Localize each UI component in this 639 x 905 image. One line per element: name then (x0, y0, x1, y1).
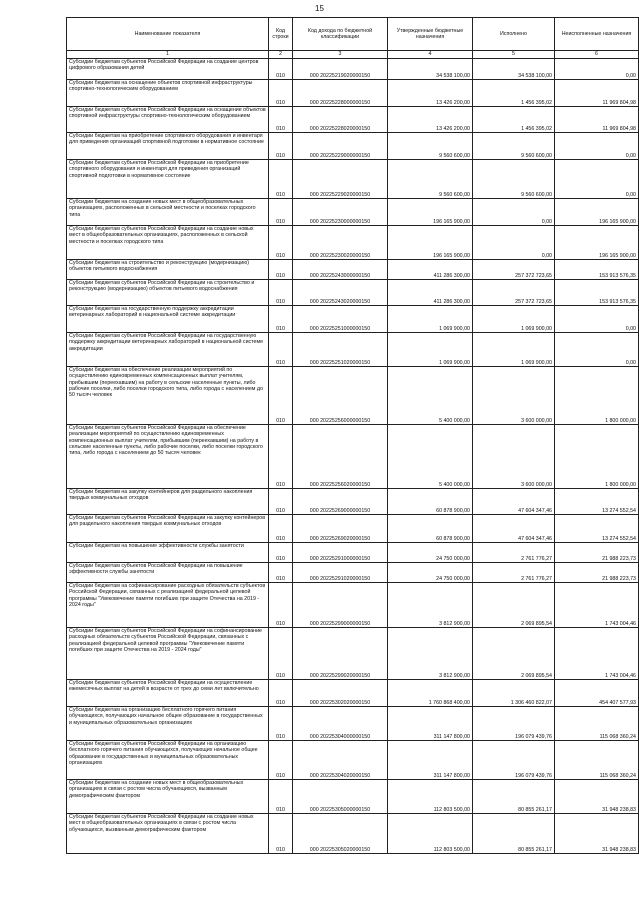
row-executed: 1 306 460 822,07 (473, 680, 555, 707)
row-approved: 1 069 900,00 (388, 333, 473, 367)
row-line-code: 010 (269, 515, 293, 543)
column-number: 1 (67, 51, 269, 59)
row-line-code: 010 (269, 707, 293, 741)
row-unexecuted: 11 969 804,98 (555, 80, 639, 107)
row-unexecuted: 115 068 360,24 (555, 741, 639, 780)
row-budget-code: 000 20225269000000150 (293, 489, 388, 515)
row-line-code: 010 (269, 780, 293, 814)
table-row (67, 107, 639, 133)
row-budget-code: 000 20225230020000150 (293, 226, 388, 260)
row-approved: 112 803 500,00 (388, 780, 473, 814)
row-executed: 1 069 900,00 (473, 306, 555, 333)
row-approved: 311 147 800,00 (388, 741, 473, 780)
row-unexecuted: 0,00 (555, 306, 639, 333)
row-executed: 2 069 895,54 (473, 583, 555, 628)
table-row (67, 680, 639, 707)
row-line-code: 010 (269, 425, 293, 489)
row-executed: 9 560 600,00 (473, 133, 555, 160)
row-name: Субсидии бюджетам субъектов Российской Федерации на создание новых мест в общеобразовательных организациях, расположенных в сельской местности и поселках городского типа (67, 226, 269, 260)
row-approved: 1 069 900,00 (388, 306, 473, 333)
row-executed: 2 761 776,27 (473, 543, 555, 563)
row-executed: 34 538 100,00 (473, 59, 555, 80)
row-approved: 196 165 900,00 (388, 199, 473, 226)
row-name: Субсидии бюджетам субъектов Российской Федерации на приобретение спортивного оборудования и инвентаря для приведения организаций спортивной подготовки в нормативное состояние (67, 160, 269, 199)
row-unexecuted: 196 165 900,00 (555, 199, 639, 226)
row-budget-code: 000 20225291020000150 (293, 563, 388, 583)
table-row (67, 707, 639, 741)
row-budget-code: 000 20225230000000150 (293, 199, 388, 226)
table-row (67, 80, 639, 107)
row-budget-code: 000 20225269020000150 (293, 515, 388, 543)
table-row (67, 367, 639, 425)
row-executed: 80 855 261,17 (473, 814, 555, 854)
row-unexecuted: 115 068 360,24 (555, 707, 639, 741)
row-executed: 196 079 439,76 (473, 741, 555, 780)
row-name: Субсидии бюджетам субъектов Российской Федерации на осуществление ежемесячных выплат на детей в возрасте от трех до семи лет включительно (67, 680, 269, 707)
row-unexecuted: 11 969 804,98 (555, 107, 639, 133)
row-approved: 411 286 300,00 (388, 260, 473, 280)
row-line-code: 010 (269, 107, 293, 133)
row-name: Субсидии бюджетам субъектов Российской Федерации на строительство и реконструкцию (модернизацию) объектов питьевого водоснабжения (67, 280, 269, 306)
row-executed: 257 372 723,65 (473, 260, 555, 280)
row-unexecuted: 1 800 000,00 (555, 367, 639, 425)
table-row (67, 563, 639, 583)
header-executed: Исполнено (473, 18, 555, 51)
row-approved: 311 147 800,00 (388, 707, 473, 741)
row-unexecuted: 31 948 238,83 (555, 780, 639, 814)
row-name: Субсидии бюджетам субъектов Российской Федерации на создание новых мест в общеобразовательных организациях в связи с ростом числа обучающихся, вызванным демографическим фактором (67, 814, 269, 854)
row-line-code: 010 (269, 741, 293, 780)
row-budget-code: 000 20225305020000150 (293, 814, 388, 854)
row-budget-code: 000 20225256000000150 (293, 367, 388, 425)
row-approved: 60 878 900,00 (388, 489, 473, 515)
row-executed: 47 604 347,46 (473, 515, 555, 543)
row-approved: 13 426 200,00 (388, 80, 473, 107)
table-row (67, 306, 639, 333)
row-budget-code: 000 20225243020000150 (293, 280, 388, 306)
row-approved: 3 812 900,00 (388, 628, 473, 680)
row-line-code: 010 (269, 489, 293, 515)
table-row (67, 199, 639, 226)
row-name: Субсидии бюджетам на организацию бесплатного горячего питания обучающихся, получающих начальное общее образование в государственных и муниципальных образовательных организациях (67, 707, 269, 741)
row-name: Субсидии бюджетам на создание новых мест в общеобразовательных организациях в связи с ростом числа обучающихся, вызванным демографическим фактором (67, 780, 269, 814)
row-budget-code: 000 20225299000000150 (293, 583, 388, 628)
row-unexecuted: 153 913 576,35 (555, 260, 639, 280)
row-name: Субсидии бюджетам на строительство и реконструкцию (модернизацию) объектов питьевого водоснабжения (67, 260, 269, 280)
table-row (67, 628, 639, 680)
row-executed: 1 069 900,00 (473, 333, 555, 367)
row-line-code: 010 (269, 133, 293, 160)
row-line-code: 010 (269, 226, 293, 260)
table-row (67, 780, 639, 814)
header-row (67, 18, 639, 51)
row-unexecuted: 454 407 577,93 (555, 680, 639, 707)
table-row (67, 260, 639, 280)
row-executed: 1 456 395,02 (473, 80, 555, 107)
row-name: Субсидии бюджетам субъектов Российской Федерации на государственную поддержку аккредитации ветеринарных лабораторий в национальной системе аккредитации (67, 333, 269, 367)
row-name: Субсидии бюджетам на софинансирование расходных обязательств субъектов Российской Федерации, связанных с реализацией федеральной целевой программы "Увековечение памяти погибших при защите Отечества на 2019 - 2024 годы" (67, 583, 269, 628)
row-approved: 9 560 600,00 (388, 133, 473, 160)
row-approved: 196 165 900,00 (388, 226, 473, 260)
row-executed: 2 761 776,27 (473, 563, 555, 583)
row-approved: 24 750 000,00 (388, 543, 473, 563)
row-budget-code: 000 20225243000000150 (293, 260, 388, 280)
row-name: Субсидии бюджетам субъектов Российской Федерации на обеспечение реализации мероприятий по осуществлению единовременных компенсационных выплат учителям, прибывшим (переехавшим) на работу в сельские населенные пункты, либо рабочие поселки, либо поселки городского типа, либо города с населением до 50 тысяч человек (67, 425, 269, 489)
row-name: Субсидии бюджетам субъектов Российской Федерации на создание центров цифрового образования детей (67, 59, 269, 80)
table-row (67, 543, 639, 563)
row-unexecuted: 21 988 223,73 (555, 543, 639, 563)
row-line-code: 010 (269, 333, 293, 367)
row-line-code: 010 (269, 260, 293, 280)
row-name: Субсидии бюджетам на повышение эффективности службы занятости (67, 543, 269, 563)
row-line-code: 010 (269, 814, 293, 854)
row-approved: 411 286 300,00 (388, 280, 473, 306)
page-number: 15 (315, 4, 324, 13)
revenue-table (66, 17, 639, 854)
row-approved: 60 878 900,00 (388, 515, 473, 543)
row-line-code: 010 (269, 160, 293, 199)
row-budget-code: 000 20225299020000150 (293, 628, 388, 680)
table-row (67, 425, 639, 489)
row-approved: 5 400 000,00 (388, 367, 473, 425)
table-row (67, 226, 639, 260)
row-line-code: 010 (269, 280, 293, 306)
row-executed: 3 600 000,00 (473, 425, 555, 489)
row-line-code: 010 (269, 543, 293, 563)
row-approved: 112 803 500,00 (388, 814, 473, 854)
column-number: 2 (269, 51, 293, 59)
column-number: 4 (388, 51, 473, 59)
row-executed: 257 372 723,65 (473, 280, 555, 306)
row-executed: 0,00 (473, 226, 555, 260)
row-unexecuted: 0,00 (555, 59, 639, 80)
row-executed: 9 560 600,00 (473, 160, 555, 199)
row-name: Субсидии бюджетам субъектов Российской Федерации на закупку контейнеров для раздельного накопления твердых коммунальных отходов (67, 515, 269, 543)
header-budget-code: Код дохода по бюджетной классификации (293, 18, 388, 51)
row-unexecuted: 196 165 900,00 (555, 226, 639, 260)
row-budget-code: 000 20225305000000150 (293, 780, 388, 814)
row-line-code: 010 (269, 306, 293, 333)
row-budget-code: 000 20225229020000150 (293, 160, 388, 199)
row-budget-code: 000 20225229000000150 (293, 133, 388, 160)
row-unexecuted: 13 274 552,54 (555, 515, 639, 543)
header-indicator-name: Наименование показателя (67, 18, 269, 51)
row-name: Субсидии бюджетам на создание новых мест в общеобразовательных организациях, расположенных в сельской местности и поселках городского типа (67, 199, 269, 226)
row-budget-code: 000 20225256020000150 (293, 425, 388, 489)
row-budget-code: 000 20225304000000150 (293, 707, 388, 741)
row-approved: 3 812 900,00 (388, 583, 473, 628)
row-executed: 2 069 895,54 (473, 628, 555, 680)
row-line-code: 010 (269, 367, 293, 425)
row-unexecuted: 13 274 552,54 (555, 489, 639, 515)
row-name: Субсидии бюджетам на закупку контейнеров для раздельного накопления твердых коммунальных отходов (67, 489, 269, 515)
row-executed: 0,00 (473, 199, 555, 226)
row-name: Субсидии бюджетам на обеспечение реализации мероприятий по осуществлению единовременных компенсационных выплат учителям, прибывшим (переехавшим) на работу в сельские населенные пункты, либо рабочие поселки, либо поселки городского типа, либо города с населением до 50 тысяч человек (67, 367, 269, 425)
row-approved: 13 426 200,00 (388, 107, 473, 133)
table-row (67, 814, 639, 854)
row-executed: 47 604 347,46 (473, 489, 555, 515)
row-name: Субсидии бюджетам на государственную поддержку аккредитации ветеринарных лабораторий в национальной системе аккредитации (67, 306, 269, 333)
row-unexecuted: 0,00 (555, 160, 639, 199)
table-row (67, 583, 639, 628)
row-unexecuted: 0,00 (555, 133, 639, 160)
row-executed: 1 456 395,02 (473, 107, 555, 133)
row-unexecuted: 31 948 238,83 (555, 814, 639, 854)
header-unexecuted: Неисполненные назначения (555, 18, 639, 51)
row-budget-code: 000 20225304020000150 (293, 741, 388, 780)
table-row (67, 280, 639, 306)
row-line-code: 010 (269, 680, 293, 707)
row-line-code: 010 (269, 80, 293, 107)
column-number: 3 (293, 51, 388, 59)
row-budget-code: 000 20225228000000150 (293, 80, 388, 107)
row-name: Субсидии бюджетам на оснащение объектов спортивной инфраструктуры спортивно-технологическим оборудованием (67, 80, 269, 107)
row-line-code: 010 (269, 628, 293, 680)
row-unexecuted: 1 743 004,46 (555, 628, 639, 680)
row-unexecuted: 1 743 004,46 (555, 583, 639, 628)
row-budget-code: 000 20225251000000150 (293, 306, 388, 333)
row-name: Субсидии бюджетам субъектов Российской Федерации на повышение эффективности службы занятости (67, 563, 269, 583)
table-row (67, 333, 639, 367)
row-executed: 196 079 439,76 (473, 707, 555, 741)
row-budget-code: 000 20225219020000150 (293, 59, 388, 80)
row-unexecuted: 21 988 223,73 (555, 563, 639, 583)
row-name: Субсидии бюджетам субъектов Российской Федерации на оснащение объектов спортивной инфраструктуры спортивно-технологическим оборудованием (67, 107, 269, 133)
table-row (67, 741, 639, 780)
row-name: Субсидии бюджетам субъектов Российской Федерации на софинансирование расходных обязательств субъектов Российской Федерации, связанных с реализацией федеральной целевой программы "Увековечение памяти погибших при защите Отечества на 2019 - 2024 годы" (67, 628, 269, 680)
column-number-row (67, 51, 639, 59)
row-line-code: 010 (269, 199, 293, 226)
row-name: Субсидии бюджетам на приобретение спортивного оборудования и инвентаря для приведения организаций спортивной подготовки в нормативное состояние (67, 133, 269, 160)
row-unexecuted: 153 913 576,35 (555, 280, 639, 306)
row-approved: 24 750 000,00 (388, 563, 473, 583)
header-line-code: Код строки (269, 18, 293, 51)
row-budget-code: 000 20225251020000150 (293, 333, 388, 367)
row-executed: 80 855 261,17 (473, 780, 555, 814)
row-budget-code: 000 20225302020000150 (293, 680, 388, 707)
row-unexecuted: 0,00 (555, 333, 639, 367)
column-number: 6 (555, 51, 639, 59)
row-line-code: 010 (269, 59, 293, 80)
table-row (67, 489, 639, 515)
row-executed: 3 600 000,00 (473, 367, 555, 425)
row-approved: 34 538 100,00 (388, 59, 473, 80)
row-approved: 1 760 868 400,00 (388, 680, 473, 707)
table-row (67, 515, 639, 543)
table-row (67, 160, 639, 199)
table-row (67, 59, 639, 80)
row-approved: 9 560 600,00 (388, 160, 473, 199)
row-line-code: 010 (269, 563, 293, 583)
row-line-code: 010 (269, 583, 293, 628)
row-budget-code: 000 20225291000000150 (293, 543, 388, 563)
header-approved: Утвержденные бюджетные назначения (388, 18, 473, 51)
row-approved: 5 400 000,00 (388, 425, 473, 489)
row-unexecuted: 1 800 000,00 (555, 425, 639, 489)
row-budget-code: 000 20225228020000150 (293, 107, 388, 133)
row-name: Субсидии бюджетам субъектов Российской Федерации на организацию бесплатного горячего питания обучающихся, получающих начальное общее образование в государственных и муниципальных образовательных организациях (67, 741, 269, 780)
column-number: 5 (473, 51, 555, 59)
table-row (67, 133, 639, 160)
